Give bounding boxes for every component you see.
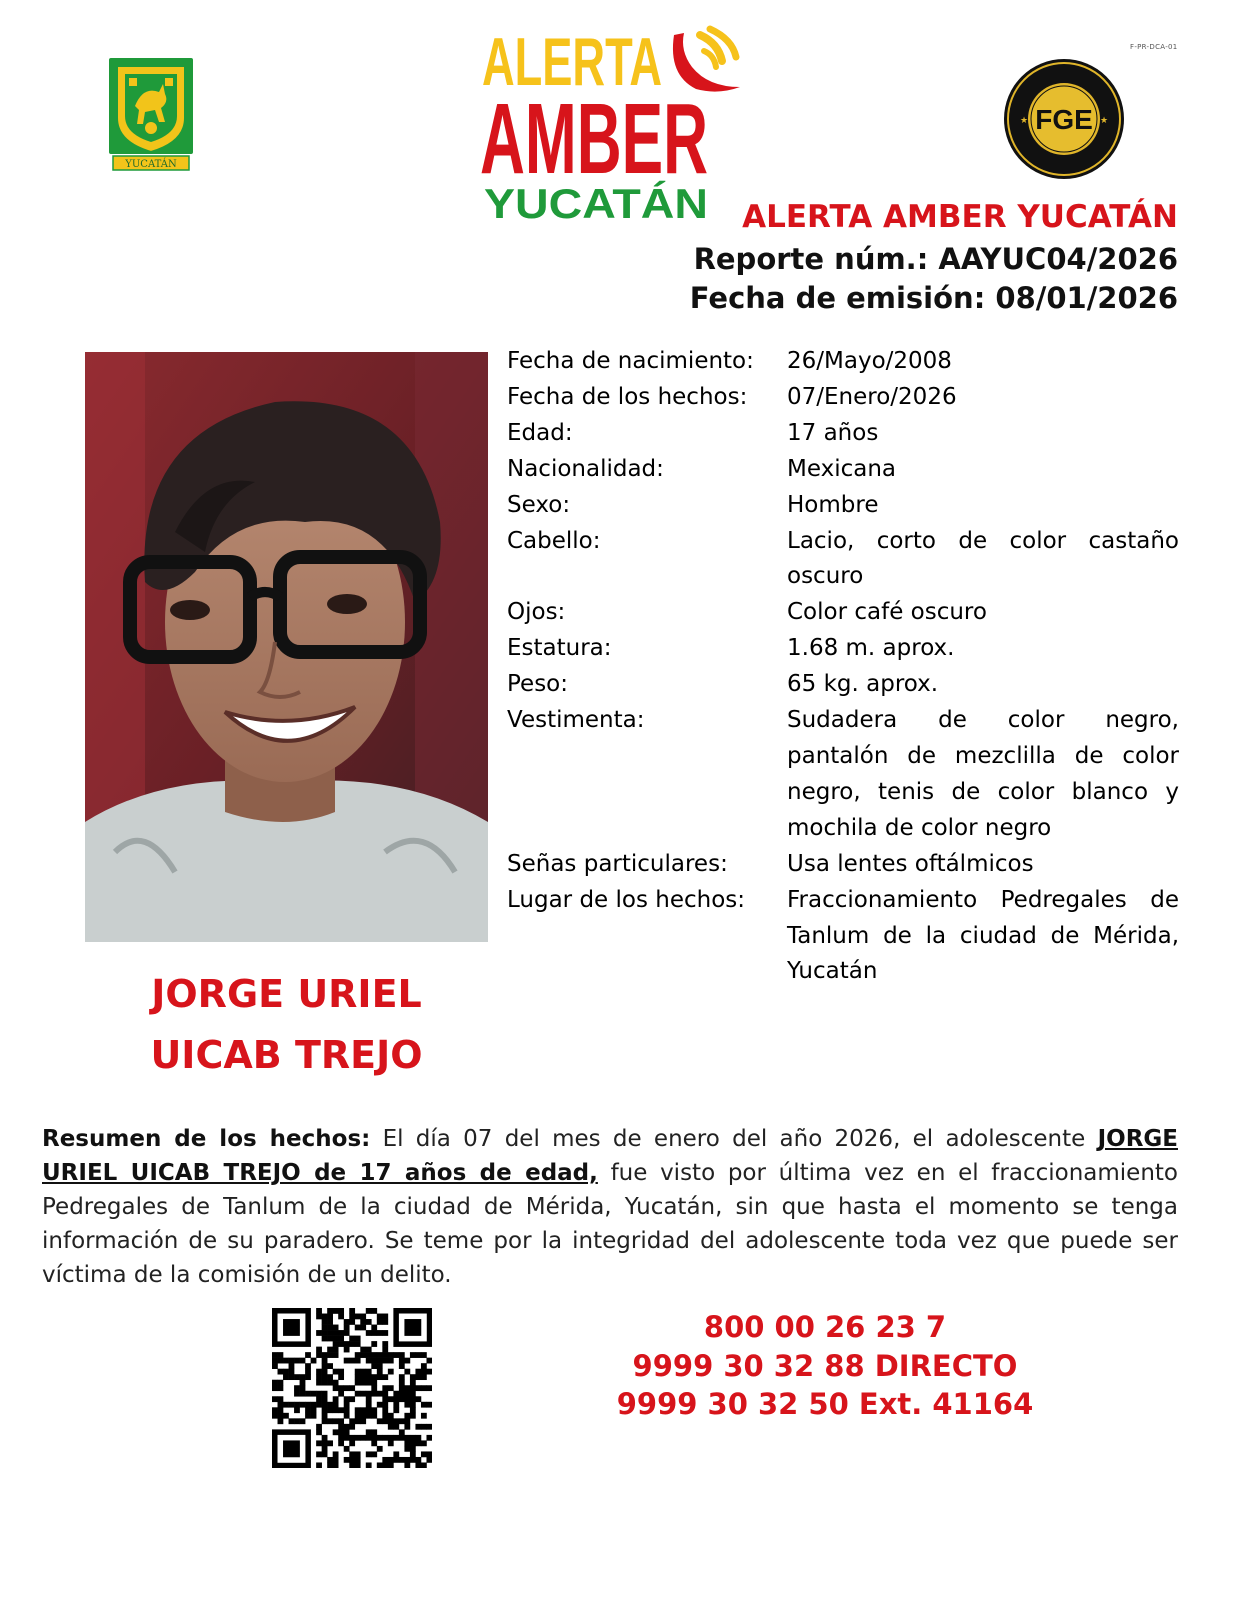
detail-value: Sudadera de color negro, pantalón de mezclilla de color negro, tenis de color blanco y mochila de color negro xyxy=(787,707,1179,841)
report-number: Reporte núm.: AAYUC04/2026 xyxy=(693,242,1178,276)
detail-label: Sexo: xyxy=(507,491,571,518)
detail-row xyxy=(507,488,1179,524)
detail-label: Ojos: xyxy=(507,599,566,626)
detail-row xyxy=(507,595,1179,631)
detail-label: Estatura: xyxy=(507,635,612,662)
missing-person-photo xyxy=(85,352,488,942)
detail-label: Vestimenta: xyxy=(507,707,645,734)
detail-row xyxy=(507,452,1179,488)
detail-label: Fecha de nacimiento: xyxy=(507,348,754,374)
detail-label: Cabello: xyxy=(507,527,601,554)
detail-row xyxy=(507,667,1179,703)
yucatan-state-shield-icon xyxy=(107,56,195,174)
detail-row xyxy=(507,631,1179,667)
qr-code[interactable] xyxy=(272,1308,432,1468)
svg-text:★: ★ xyxy=(1100,116,1109,126)
detail-label: Edad: xyxy=(507,419,573,446)
detail-label: Lugar de los hechos: xyxy=(507,886,746,913)
amber-logo-alerta: ALERTA xyxy=(482,24,662,100)
person-name-line-1: JORGE URIEL xyxy=(151,972,422,1016)
detail-value: 07/Enero/2026 xyxy=(787,383,957,410)
detail-row xyxy=(507,847,1179,883)
summary-label: Resumen de los hechos: xyxy=(42,1126,371,1152)
detail-row xyxy=(507,703,1179,847)
detail-row xyxy=(507,380,1179,416)
detail-label: Señas particulares: xyxy=(507,850,728,877)
detail-label: Peso: xyxy=(507,671,569,698)
detail-row xyxy=(507,883,1179,991)
detail-label: Fecha de los hechos: xyxy=(507,383,748,410)
detail-value: 1.68 m. aprox. xyxy=(787,635,955,662)
phone-extension[interactable]: 9999 30 32 50 Ext. 41164 xyxy=(616,1387,1034,1421)
detail-value: Hombre xyxy=(787,491,879,518)
detail-value: Fraccionamiento Pedregales de Tanlum de la ciudad de Mérida, Yucatán xyxy=(787,886,1179,985)
amber-logo-amber: AMBER xyxy=(480,83,708,195)
detail-value: 17 años xyxy=(787,419,879,446)
detail-row xyxy=(507,416,1179,452)
summary-text-1: El día 07 del mes de enero del año 2026, el adolescente xyxy=(370,1126,1098,1152)
detail-value: Mexicana xyxy=(787,455,897,482)
summary-paragraph xyxy=(42,1122,1178,1292)
person-details xyxy=(507,344,1179,990)
detail-value: 65 kg. aprox. xyxy=(787,671,939,698)
alert-title: ALERTA AMBER YUCATÁN xyxy=(742,199,1178,235)
phone-tollfree[interactable]: 800 00 26 23 7 xyxy=(703,1310,947,1344)
form-code: F-PR-DCA-01 xyxy=(1130,43,1178,51)
amber-logo-yucatan: YUCATÁN xyxy=(484,180,708,227)
detail-value: Lacio, corto de color castaño oscuro xyxy=(787,527,1179,590)
yucatan-logo-text: YUCATÁN xyxy=(125,159,177,170)
issue-date: Fecha de emisión: 08/01/2026 xyxy=(689,281,1178,315)
fge-seal-text: FGE xyxy=(1035,104,1093,135)
svg-text:★: ★ xyxy=(1020,116,1029,126)
phone-direct[interactable]: 9999 30 32 88 DIRECTO xyxy=(632,1349,1018,1383)
detail-row xyxy=(507,524,1179,596)
detail-label: Nacionalidad: xyxy=(507,455,664,482)
fge-seal-icon xyxy=(1002,57,1126,181)
detail-row xyxy=(507,344,1179,380)
summary-text-2: fue visto por última vez en el fraccionamiento Pedregales de Tanlum de la ciudad de Mérida, Yucatán, sin que hasta el momento se tenga información de su paradero. Se teme por la integridad del adolescente toda vez que puede ser víctima de la comisión de un delito. xyxy=(42,1160,1178,1288)
person-name-line-2: UICAB TREJO xyxy=(150,1033,423,1077)
detail-value: Color café oscuro xyxy=(787,599,987,626)
summary-highlight: JORGE URIEL UICAB TREJO de 17 años de edad, xyxy=(42,1126,1178,1186)
detail-value: 26/Mayo/2008 xyxy=(787,348,952,374)
detail-value: Usa lentes oftálmicos xyxy=(787,850,1034,877)
alerta-amber-logo xyxy=(478,15,760,230)
